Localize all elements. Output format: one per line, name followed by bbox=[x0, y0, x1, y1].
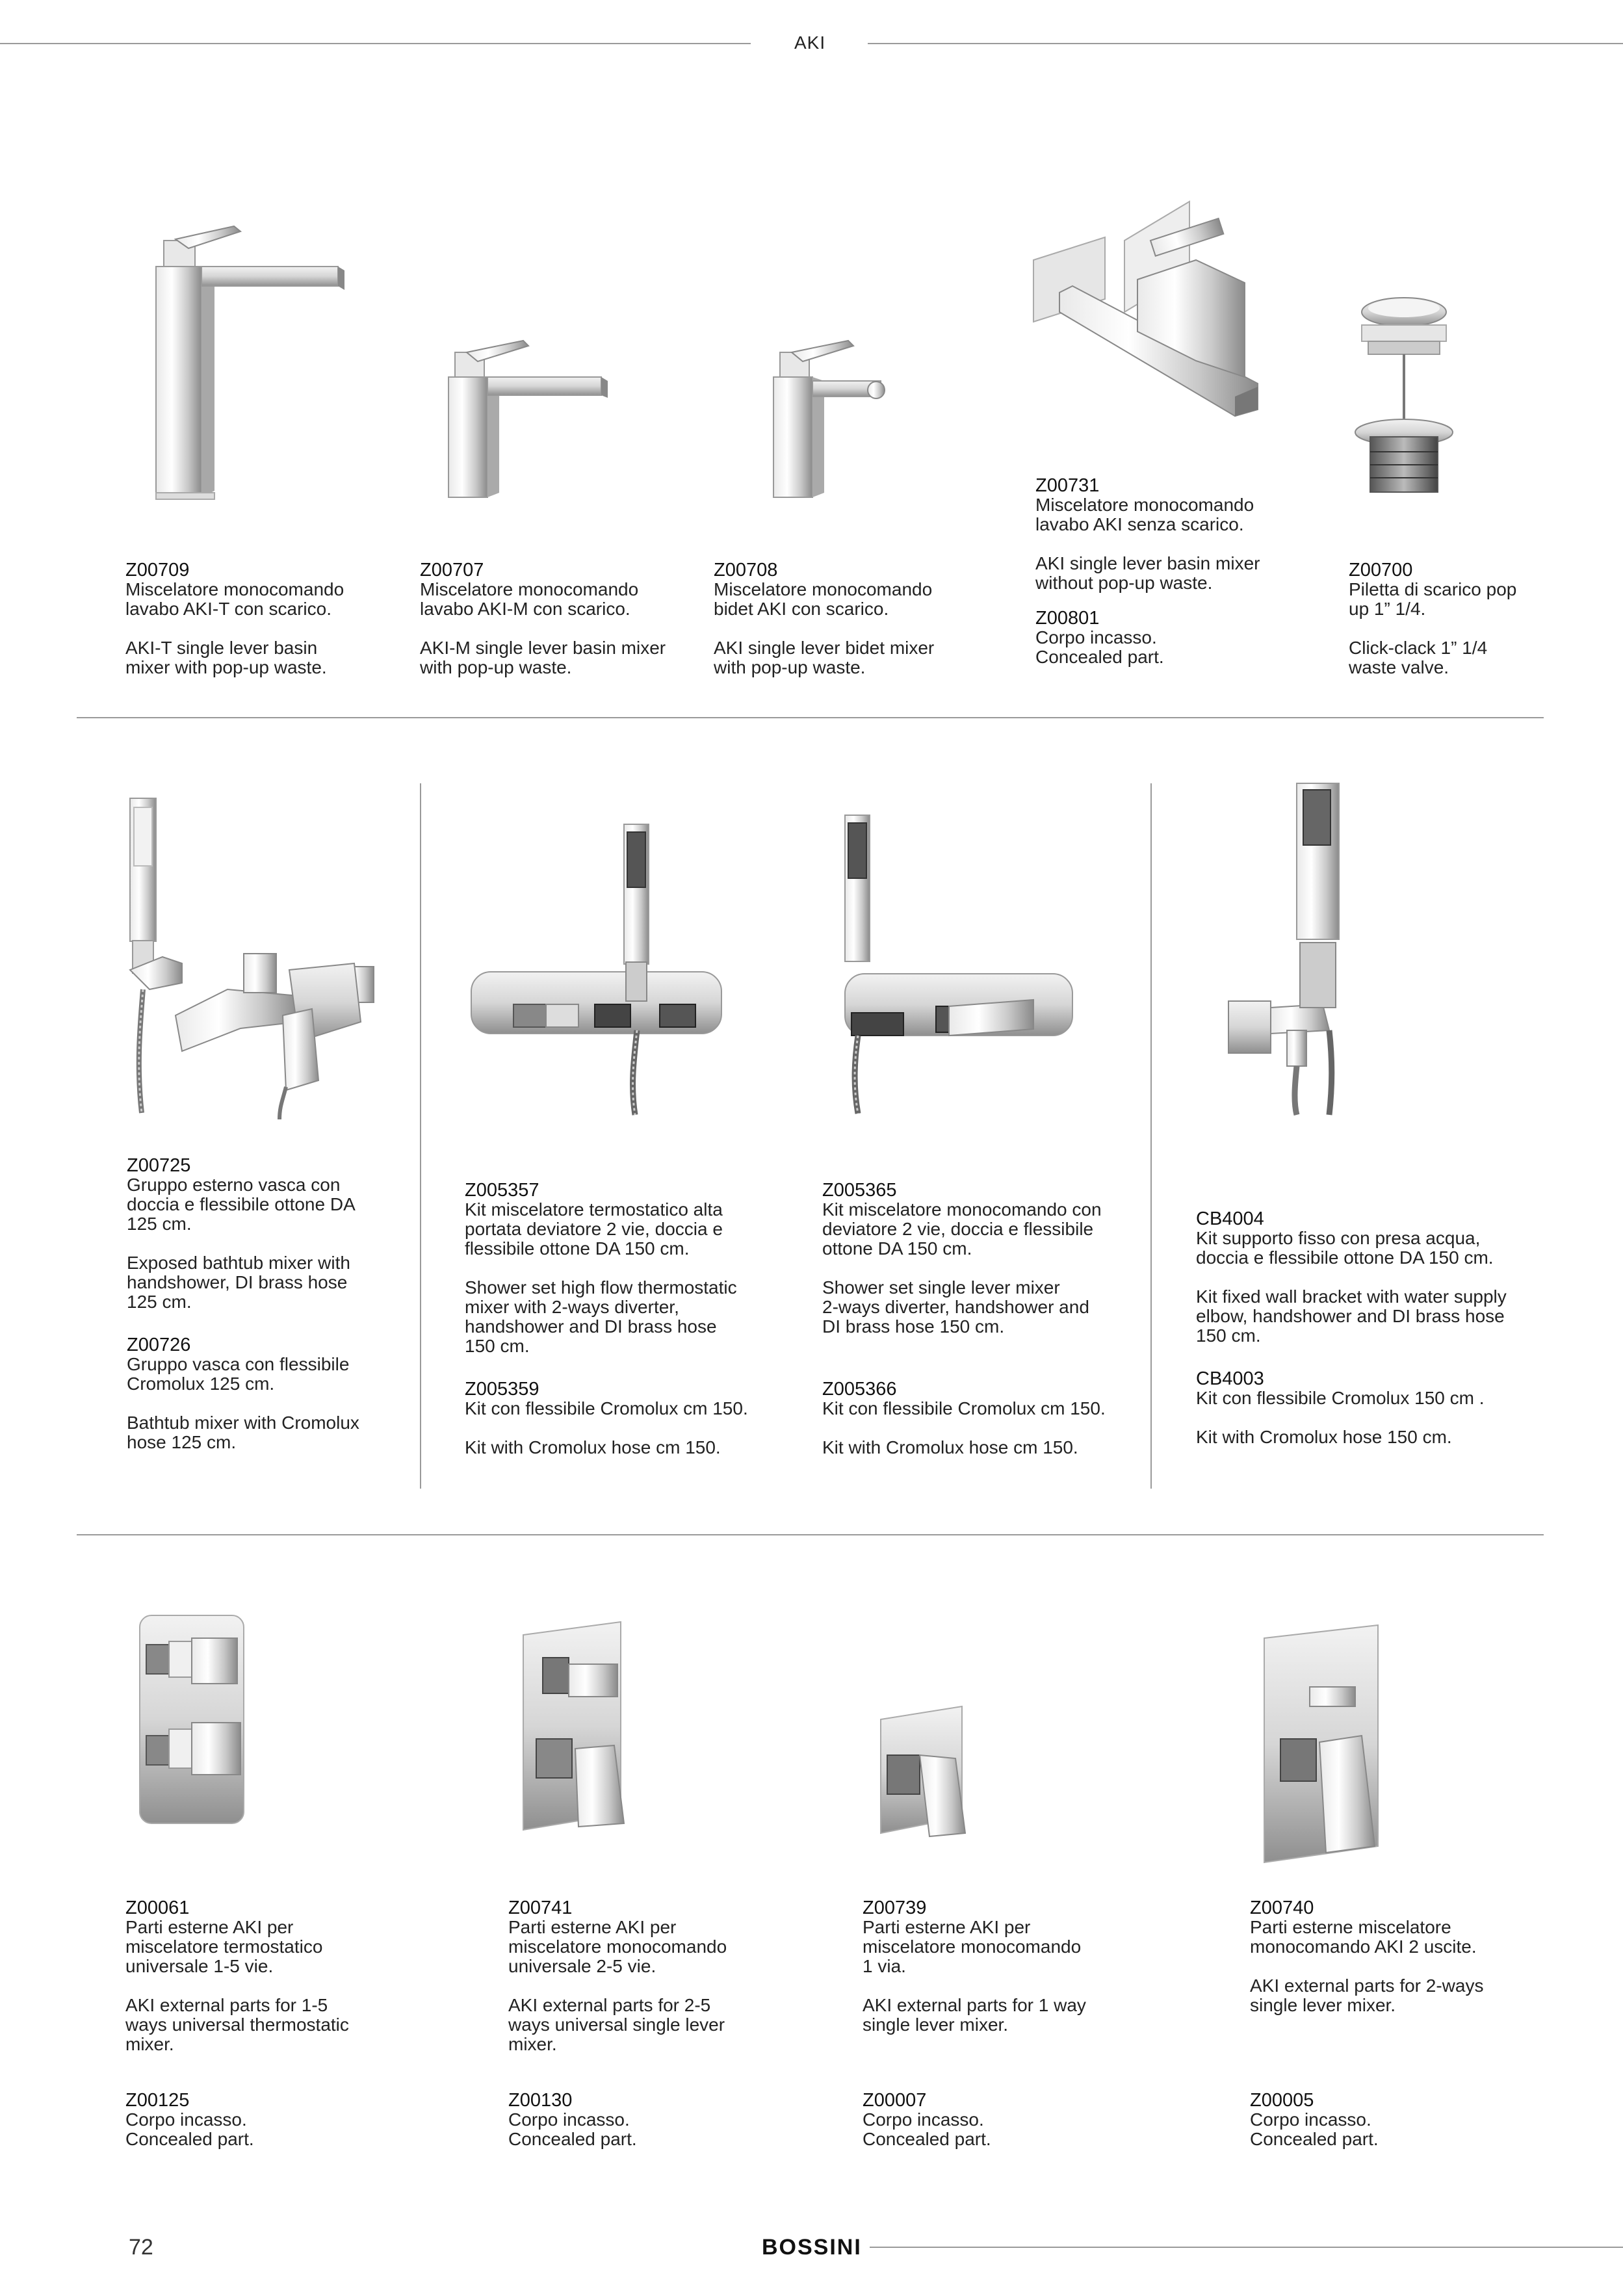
thermostatic-plate-image bbox=[133, 1612, 250, 1833]
product-desc-en: Kit fixed wall bracket with water supply elbow, handshower and DI brass hose 150 cm. bbox=[1196, 1286, 1507, 1346]
product-desc-en: Shower set high flow thermostatic mixer with 2-ways diverter, handshower and DI brass hose 150 cm. bbox=[465, 1277, 737, 1356]
product-code: Z00739 bbox=[863, 1898, 927, 1918]
product-z005365 bbox=[822, 1181, 1106, 1457]
product-code: Z00700 bbox=[1349, 560, 1413, 581]
product-code-secondary: Z00130 bbox=[508, 2090, 573, 2111]
product-desc-en: AKI-M single lever basin mixer with pop-up waste. bbox=[420, 638, 666, 677]
product-desc-secondary-it: Kit con flessibile Cromolux cm 150. bbox=[465, 1398, 748, 1418]
product-desc-secondary: Corpo incasso. Concealed part. bbox=[508, 2109, 637, 2149]
product-z00708 bbox=[714, 560, 934, 677]
product-z00740 bbox=[1250, 1898, 1483, 2015]
header-rule-left bbox=[0, 43, 751, 44]
column-divider-2 bbox=[1150, 783, 1152, 1489]
product-code-secondary: Z00007 bbox=[863, 2090, 927, 2111]
product-desc-en: AKI external parts for 1-5 ways universal thermostatic mixer. bbox=[125, 1995, 349, 2054]
product-desc-en: AKI-T single lever basin mixer with pop-up waste. bbox=[125, 638, 327, 677]
header-rule-right bbox=[868, 43, 1623, 44]
basin-mixer-image bbox=[442, 338, 611, 507]
product-code-secondary: Z00726 bbox=[127, 1335, 191, 1355]
product-desc-it: Parti esterne miscelatore monocomando AKI 2 uscite. bbox=[1250, 1917, 1477, 1957]
product-desc-en: Shower set single lever mixer 2-ways diverter, handshower and DI brass hose 150 cm. bbox=[822, 1277, 1089, 1337]
diverter-plate-image bbox=[517, 1619, 627, 1833]
product-code: Z00061 bbox=[125, 1898, 190, 1918]
product-z00700 bbox=[1349, 560, 1516, 677]
product-desc-en: AKI single lever bidet mixer with pop-up waste. bbox=[714, 638, 935, 677]
product-desc-en: AKI external parts for 1 way single lever mixer. bbox=[863, 1995, 1086, 2035]
column-divider-1 bbox=[420, 783, 421, 1489]
product-desc-secondary-en: Kit with Cromolux hose cm 150. bbox=[822, 1437, 1078, 1457]
product-z00731 bbox=[1035, 476, 1260, 667]
product-z00725 bbox=[127, 1156, 359, 1452]
product-code-secondary: Z005366 bbox=[822, 1379, 897, 1400]
brand-logo: BOSSINI bbox=[762, 2235, 862, 2260]
product-desc-en: AKI single lever basin mixer without pop-up waste. bbox=[1035, 553, 1260, 593]
product-cb4004 bbox=[1196, 1209, 1507, 1447]
wall-bracket-kit-image bbox=[1215, 780, 1371, 1118]
product-code: Z00740 bbox=[1250, 1898, 1314, 1918]
product-z00125 bbox=[125, 2091, 254, 2149]
product-z00007 bbox=[863, 2091, 991, 2149]
product-desc-it: Parti esterne AKI per miscelatore monocomando universale 2-5 vie. bbox=[508, 1917, 727, 1976]
product-desc-secondary-it: Kit con flessibile Cromolux cm 150. bbox=[822, 1398, 1106, 1418]
product-desc-it: Kit miscelatore termostatico alta portata deviatore 2 vie, doccia e flessibile ottone DA 150 cm. bbox=[465, 1199, 723, 1259]
section-title: AKI bbox=[794, 33, 826, 53]
product-desc-it: Miscelatore monocomando lavabo AKI senza scarico. bbox=[1035, 495, 1254, 534]
product-z00005 bbox=[1250, 2091, 1379, 2149]
product-code-secondary: Z00801 bbox=[1035, 608, 1100, 629]
footer-rule bbox=[870, 2247, 1623, 2248]
product-desc-it: Kit miscelatore monocomando con deviatore 2 vie, doccia e flessibile ottone DA 150 cm. bbox=[822, 1199, 1102, 1259]
bidet-mixer-image bbox=[767, 338, 916, 507]
two-way-plate-image bbox=[1258, 1622, 1384, 1869]
product-code-secondary: CB4003 bbox=[1196, 1368, 1264, 1389]
product-desc-en: Click-clack 1” 1/4 waste valve. bbox=[1349, 638, 1488, 677]
product-desc-en: AKI external parts for 2-ways single lever mixer. bbox=[1250, 1976, 1484, 2015]
row-divider-1 bbox=[77, 717, 1544, 718]
product-desc-secondary-en: Bathtub mixer with Cromolux hose 125 cm. bbox=[127, 1413, 359, 1452]
product-desc-it: Gruppo esterno vasca con doccia e flessibile ottone DA 125 cm. bbox=[127, 1175, 356, 1234]
product-desc-en: AKI external parts for 2-5 ways universal single lever mixer. bbox=[508, 1995, 725, 2054]
single-lever-shower-set-image bbox=[838, 811, 1079, 1117]
product-z00130 bbox=[508, 2091, 637, 2149]
product-desc-it: Miscelatore monocomando lavabo AKI-T con scarico. bbox=[125, 579, 344, 619]
product-z00707 bbox=[420, 560, 666, 677]
product-code: Z005365 bbox=[822, 1180, 897, 1201]
product-desc-secondary-it: Gruppo vasca con flessibile Cromolux 125 cm. bbox=[127, 1354, 350, 1394]
product-code: Z005357 bbox=[465, 1180, 539, 1201]
product-desc-secondary: Corpo incasso. Concealed part. bbox=[863, 2109, 991, 2149]
product-code: Z00708 bbox=[714, 560, 778, 581]
wall-basin-mixer-image bbox=[1033, 202, 1267, 429]
row-divider-2 bbox=[77, 1534, 1544, 1535]
single-plate-image bbox=[874, 1703, 965, 1846]
product-desc-secondary: Corpo incasso. Concealed part. bbox=[1035, 627, 1164, 667]
product-desc-it: Miscelatore monocomando bidet AKI con scarico. bbox=[714, 579, 933, 619]
product-desc-it: Parti esterne AKI per miscelatore termostatico universale 1-5 vie. bbox=[125, 1917, 323, 1976]
product-z00741 bbox=[508, 1898, 727, 2054]
product-code: Z00731 bbox=[1035, 475, 1100, 496]
page-number: 72 bbox=[129, 2235, 153, 2260]
product-z00061 bbox=[125, 1898, 349, 2054]
product-desc-it: Piletta di scarico pop up 1” 1/4. bbox=[1349, 579, 1517, 619]
product-desc-secondary-en: Kit with Cromolux hose cm 150. bbox=[465, 1437, 721, 1457]
product-z005357 bbox=[465, 1181, 748, 1457]
product-code-secondary: Z00005 bbox=[1250, 2090, 1314, 2111]
product-code-secondary: Z00125 bbox=[125, 2090, 190, 2111]
tall-basin-mixer-image bbox=[149, 221, 344, 507]
product-code: Z00709 bbox=[125, 560, 190, 581]
product-desc-secondary: Corpo incasso. Concealed part. bbox=[1250, 2109, 1379, 2149]
product-desc-secondary-en: Kit with Cromolux hose 150 cm. bbox=[1196, 1427, 1452, 1447]
bathtub-mixer-image bbox=[123, 794, 409, 1119]
product-z00739 bbox=[863, 1898, 1086, 2035]
product-desc-en: Exposed bathtub mixer with handshower, DI brass hose 125 cm. bbox=[127, 1253, 350, 1312]
product-desc-it: Parti esterne AKI per miscelatore monocomando 1 via. bbox=[863, 1917, 1082, 1976]
product-code-secondary: Z005359 bbox=[465, 1379, 539, 1400]
waste-valve-image bbox=[1352, 293, 1456, 501]
product-code: Z00707 bbox=[420, 560, 484, 581]
product-z00709 bbox=[125, 560, 344, 677]
product-code: Z00741 bbox=[508, 1898, 573, 1918]
product-code: Z00725 bbox=[127, 1155, 191, 1176]
product-desc-it: Kit supporto fisso con presa acqua, doccia e flessibile ottone DA 150 cm. bbox=[1196, 1228, 1494, 1268]
product-code: CB4004 bbox=[1196, 1208, 1264, 1229]
product-desc-secondary: Corpo incasso. Concealed part. bbox=[125, 2109, 254, 2149]
thermostatic-shower-set-image bbox=[465, 819, 725, 1118]
product-desc-secondary-it: Kit con flessibile Cromolux 150 cm . bbox=[1196, 1388, 1485, 1408]
product-desc-it: Miscelatore monocomando lavabo AKI-M con scarico. bbox=[420, 579, 639, 619]
